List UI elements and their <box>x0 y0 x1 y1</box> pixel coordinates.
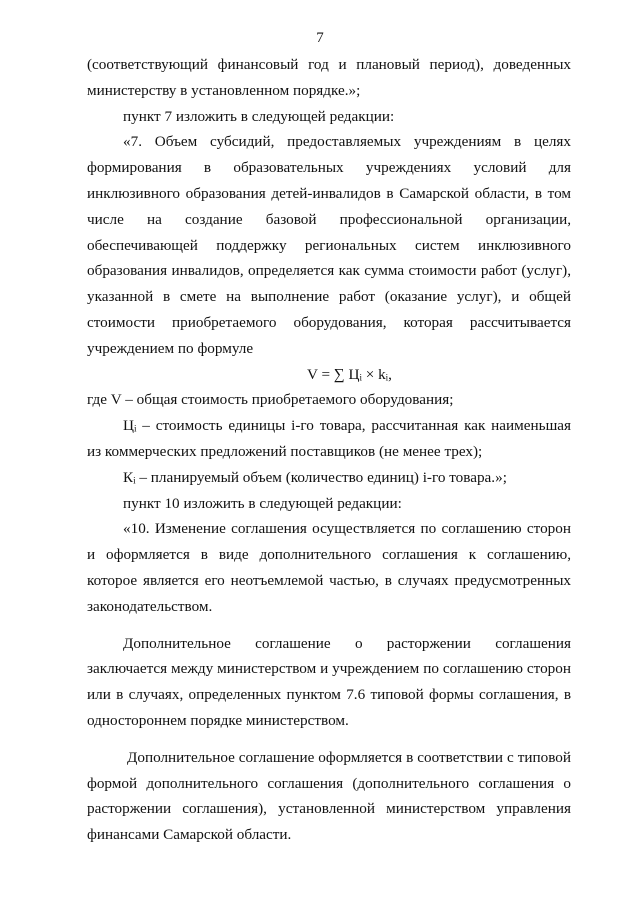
paragraph-termination: Дополнительное соглашение о расторжении соглашения заключается между министерством и учреждением по соглашению сторон или в случаях, определенных пунктом 7.6 типовой формы соглашения, в одностороннем порядке министерством. <box>87 634 571 729</box>
paragraph-additional-agreement: Дополнительное соглашение оформляется в соответствии с типовой формой дополнительного соглашения (дополнительного соглашения о расторжении соглашения), установленной министерством управления финансами Самарской области. <box>87 748 571 844</box>
paragraph-continuation: (соответствующий финансовый год и плановый период), доведенных министерству в установленном порядке.»; <box>87 56 571 99</box>
document-body <box>87 52 571 848</box>
paragraph-gap <box>87 734 571 745</box>
paragraph-clause-7-text: «7. Объем субсидий, предоставляемых учреждениям в целях формирования в образовательных учреждениях условий для инклюзивного образования детей-инвалидов в Самарской области, в том числе на создание базовой профессиональной организации, обеспечивающей поддержку региональных систем инклюзивного образования инвалидов, определяется как сумма стоимости работ (услуг), указанной в смете на выполнение работ (оказание услуг), и общей стоимости приобретаемого оборудования, которая рассчитывается учреждением по формуле <box>87 133 571 357</box>
paragraph-clause-10-intro: пункт 10 изложить в следующей редакции: <box>123 494 402 512</box>
paragraph-where-v: где V – общая стоимость приобретаемого оборудования; <box>87 391 454 409</box>
paragraph-clause-7-intro: пункт 7 изложить в следующей редакции: <box>123 107 395 125</box>
paragraph-gap <box>87 620 571 631</box>
paragraph-quantity-definition: Кᵢ – планируемый объем (количество единиц) i-го товара.»; <box>123 468 507 486</box>
paragraph-price-definition: Цᵢ – стоимость единицы i-го товара, рассчитанная как наименьшая из коммерческих предложений поставщиков (не менее трех); <box>87 417 571 460</box>
page-number: 7 <box>316 30 324 46</box>
formula: V = ∑ Цᵢ × kᵢ, <box>307 365 392 383</box>
paragraph-clause-10-text: «10. Изменение соглашения осуществляется по соглашению сторон и оформляется в виде дополнительного соглашения к соглашению, которое является его неотъемлемой частью, в случаях предусмотренных законодательством. <box>87 520 571 615</box>
